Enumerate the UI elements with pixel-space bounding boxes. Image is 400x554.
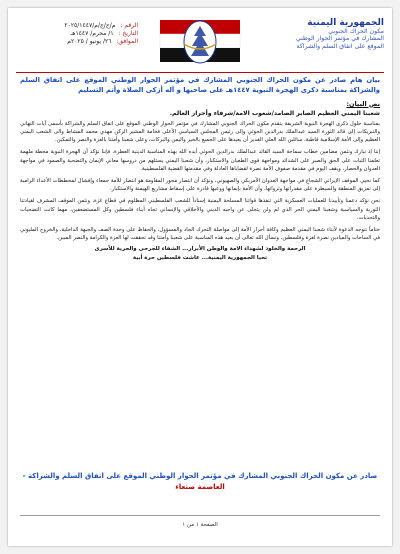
footer-divider [20,515,380,516]
org-title: الجمهورية اليمنية [307,18,384,28]
salutation: شعبنا اليمني العظيم الصابر الصامد/شعوب الامة/شرفاء وأحرار العالم. [169,109,380,117]
reference-block [18,22,138,46]
ref-number-value: م/ح/ج/م/٢٠٢٥/١٤٤٧ [64,22,116,29]
statement-title: بيان هام صادر عن مكون الحراك الجنوبي المشارك في مؤتمر الحوار الوطني الموقع على اتفاق السلم والشراكة بمناسبة ذكرى الهجرة النبوية ١٤٤٧هـ على صاحبها و آله أزكى الصلاة وأتم التسليم [20,76,380,94]
ref-date [18,30,138,38]
paragraph-5: ختاماً نتوجه الدعوة لأبناء شعبنا اليمني العظيم وكافة أحرار الأمة إلى مواصلة التحرك الجاد والمسؤول، والحفاظ على وحدة الصف والجبهة الداخلية، والخروج المليوني في الساحات والميادين نصرة لغزة وفلسطين، ونسأل الله تعالى أن يعيد هذه المناسبة على شعبنا وأمتنا وقد تحققت لها العزة والكرامة والنصر المبين. [20,226,380,242]
ref-date-label: التاريخ : [118,30,138,38]
closing-line-1: الرحمة والخلود لشهداء الامة والوطن الأبرار... الشفاء للجرحى والحرية للأسرى [94,246,306,253]
document-page [8,8,392,546]
closing-line-2: تحيا الجمهورية اليمنية... عاشت فلسطين حرة أبية [132,255,268,262]
org-line-2: المشارك في مؤتمر الحوار الوطني [295,35,384,43]
ref-number [18,22,138,30]
paragraph-1: بمناسبة حلول ذكرى الهجرة النبوية الشريفة يتقدم مكون الحراك الجنوبي المشارك في مؤتمر الحوار الوطني الموقع على اتفاق السلم والشراكة بأسمى آيات التهاني والتبريكات إلى قائد الثورة السيد عبدالملك بدرالدين الحوثي وإلى رئيس المجلس السياسي الأعلى فخامة المشير الركن مهدي محمد المشاط والى الشعب اليمني العظيم وإلى الأمة الإسلامية قاطبة، سائلين الله العلي القدير أن يعيدها على الجميع بالخير واليمن والبركات، وعلى شعبنا وأمتنا بالعزة والنصر والتمكين. [20,120,380,144]
issuer-line-1: صادر عن مكون الحراك الجنوبي المشارك في مؤتمر الحوار الوطني الموقع على اتفاق السلم والشراكة - [22,472,378,480]
ref-date-value: ١/ محرم/ ١٤٤٧هـ [70,30,114,38]
paragraph-2: إننا إذ نبارك ونثمن مضامين خطاب سماحة السيد القائد عبدالملك بدرالدين الحوثي أيده الله بهذه المناسبة الدينية العطرة، فإننا نؤكد أن الهجرة النبوية محطة ملهمة تعلمنا الثبات على الحق والصبر على الشدائد ومواجهة قوى الطغيان والاستكبار، وأن شعبنا اليمني يستلهم من دروسها معاني الإيمان والتضحية والصمود في مواجهة العدوان والحصار، ويقف اليوم في مقدمة صفوف الأمة نصرة لقضاياها العادلة وفي مقدمتها القضية الفلسطينية. [20,149,380,172]
paragraph-4: نحن نؤكد دعمنا وتأييدنا للعمليات العسكرية التي تنفذها قواتنا المسلحة اليمنية إسناداً للشعب الفلسطيني المظلوم في قطاع غزة، ونثمن الموقف المشرف لقيادتنا الثورية والسياسية وشعبنا اليمني الحر الذي لم ولن يتخلى عن واجبه الديني والأخلاقي والإنساني تجاه أبناء فلسطين وكل المستضعفين، مهما كانت التضحيات والتحديات. [20,198,380,221]
ref-corresponding-value: ٢٦/ يونيو / ٢٠٢٥م [67,38,112,46]
ref-corresponding-label: الموافق: [116,38,138,46]
statement-subhead: نص البيان: [346,99,380,108]
ref-number-label: الرقم : [120,22,138,29]
org-line-3: الموقع على اتفاق السلم والشراكة [296,42,384,50]
letterhead [8,8,392,72]
ref-corresponding-date [18,38,138,46]
issuer-line-2: العاصمة صنعاء [175,482,225,491]
paragraph-3: كما نحيي الموقف الإيراني الشجاع في مواجهة العدوان الأمريكي والصهيوني، ونؤكد أن انتصار محور المقاومة هو انتصار للأمة جمعاء وإفشال لمخططات الأعداء الرامية إلى تمزيق المنطقة والسيطرة على مقدراتها وثرواتها، وأن الأمة بإيمانها ووعيها قادرة على إسقاط مشاريع الهيمنة والاستكبار. [20,177,380,193]
issuer-block [20,471,380,492]
org-line-1: مكون الحراك الجنوبي [328,28,384,36]
flag-emblem-icon [158,14,242,68]
organization-logo [158,14,242,68]
page-number: الصفحة ١ من ١ [182,522,218,528]
header-divider [16,72,384,73]
statement-body [20,76,380,264]
organization-block [272,18,384,50]
